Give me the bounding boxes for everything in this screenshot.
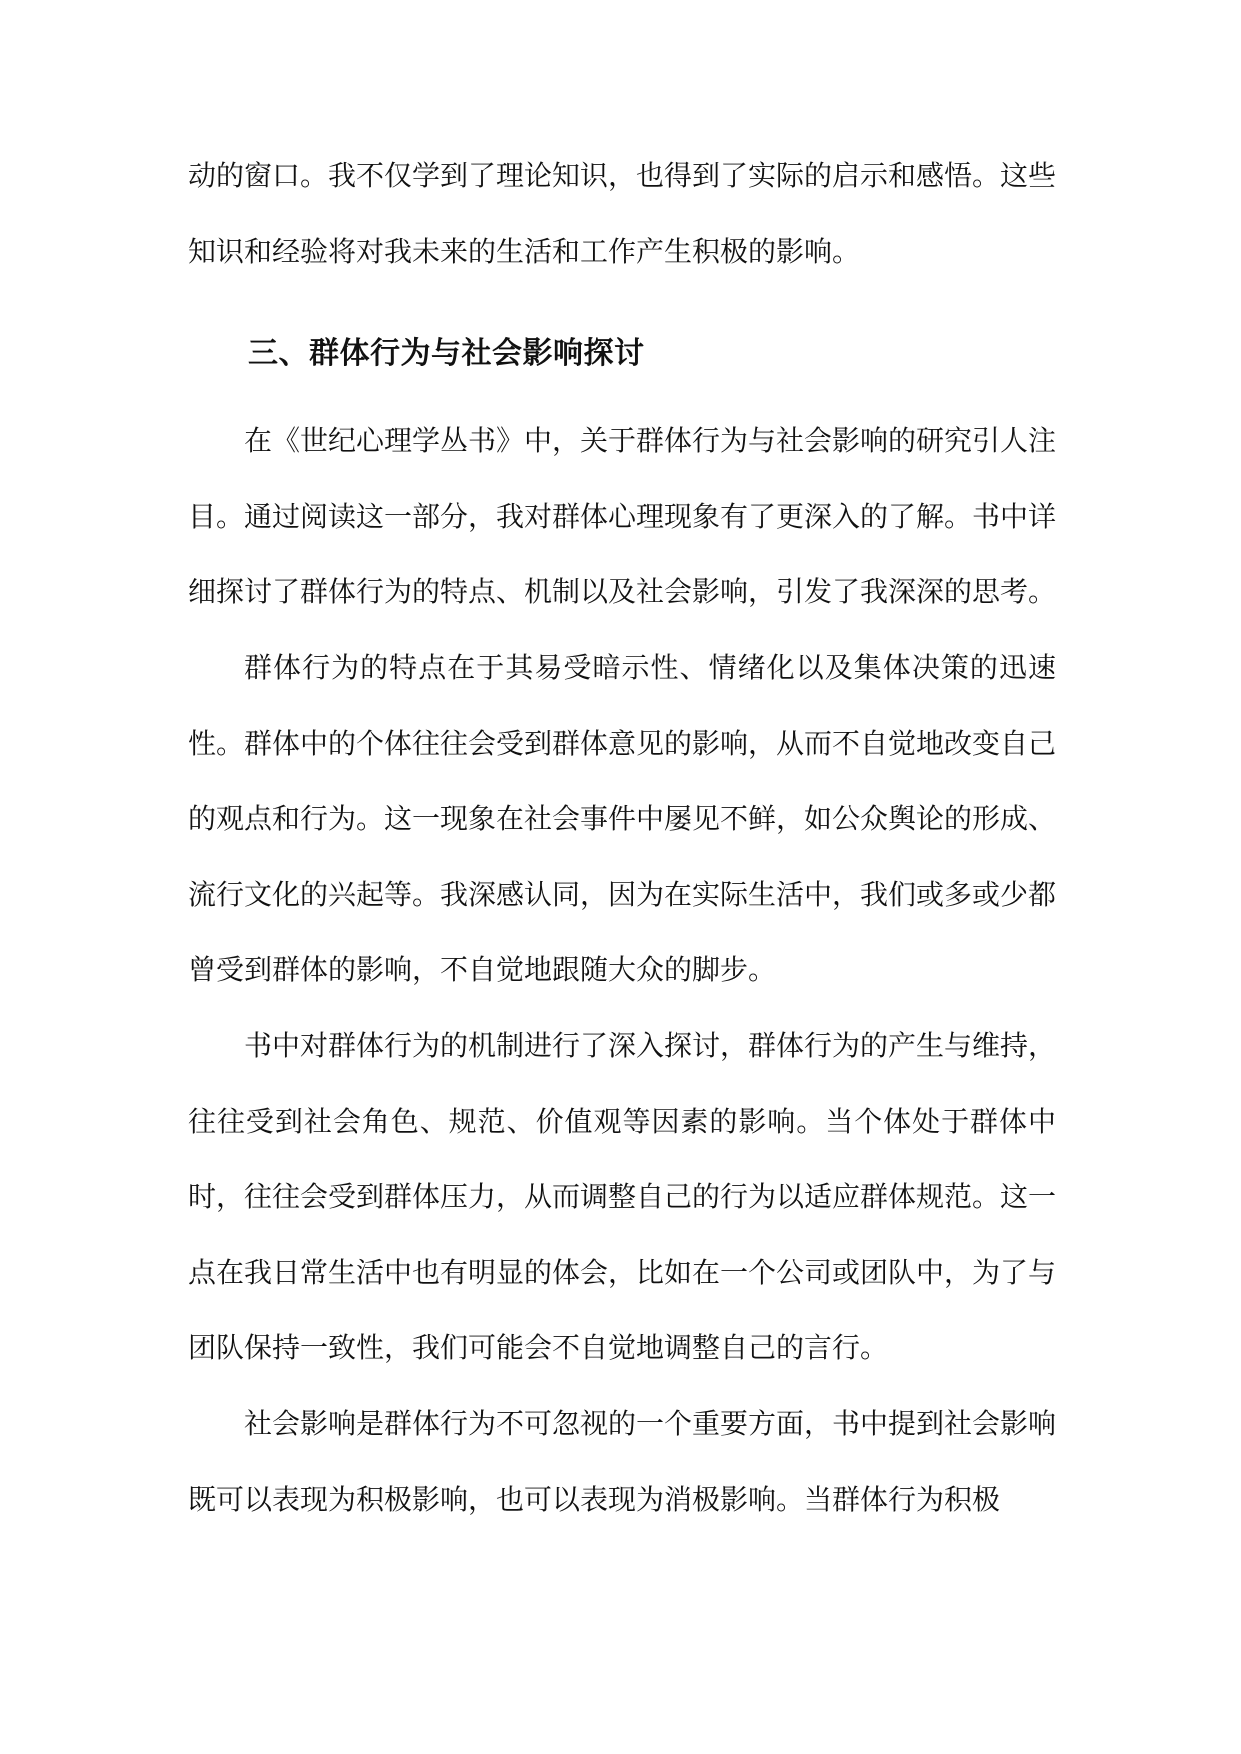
body-paragraph-3: 书中对群体行为的机制进行了深入探讨，群体行为的产生与维持，往往受到社会角色、规范、价值观等因素的影响。当个体处于群体中时，往往会受到群体压力，从而调整自己的行为以适应群体规范。这一点在我日常生活中也有明显的体会，比如在一个公司或团队中，为了与团队保持一致性，我们可能会不自觉地调整自己的言行。 — [188, 1028, 1057, 1365]
body-paragraph-2: 群体行为的特点在于其易受暗示性、情绪化以及集体决策的迅速性。群体中的个体往往会受到群体意见的影响，从而不自觉地改变自己的观点和行为。这一现象在社会事件中屡见不鲜，如公众舆论的形成、流行文化的兴起等。我深感认同，因为在实际生活中，我们或多或少都曾受到群体的影响，不自觉地跟随大众的脚步。 — [188, 650, 1057, 987]
body-paragraph-4: 社会影响是群体行为不可忽视的一个重要方面，书中提到社会影响既可以表现为积极影响，也可以表现为消极影响。当群体行为积极 — [188, 1406, 1057, 1516]
body-paragraph-1: 在《世纪心理学丛书》中，关于群体行为与社会影响的研究引人注目。通过阅读这一部分，我对群体心理现象有了更深入的了解。书中详细探讨了群体行为的特点、机制以及社会影响，引发了我深深的思考。 — [188, 424, 1057, 609]
document-body — [188, 138, 1056, 1537]
continuation-paragraph: 动的窗口。我不仅学到了理论知识，也得到了实际的启示和感悟。这些知识和经验将对我未来的生活和工作产生积极的影响。 — [188, 159, 1057, 268]
section-heading: 三、群体行为与社会影响探讨 — [248, 336, 645, 372]
